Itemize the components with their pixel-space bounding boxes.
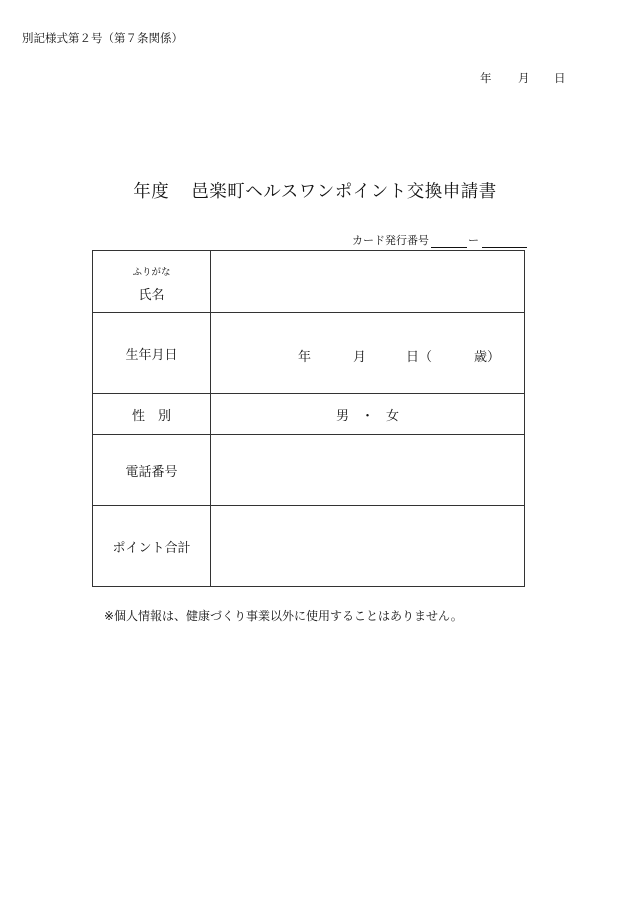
submission-date <box>480 70 566 86</box>
phone-label: 電話番号 <box>93 435 211 506</box>
gender-select-cell[interactable] <box>211 394 525 435</box>
form-reference: 別記様式第２号（第７条関係） <box>22 31 183 45</box>
gender-female-option[interactable]: 女 <box>386 408 400 424</box>
phone-row <box>93 435 525 506</box>
page-title <box>0 178 630 203</box>
date-month-label: 月 <box>518 71 530 85</box>
birth-month-label: 月 <box>353 350 367 365</box>
points-input-cell[interactable] <box>211 506 525 587</box>
title-main: 邑楽町ヘルスワンポイント交換申請書 <box>191 182 497 202</box>
age-label: 歳） <box>474 350 501 365</box>
gender-separator: ・ <box>360 408 374 424</box>
title-fiscal-year: 年度 <box>133 182 170 202</box>
gender-row <box>93 394 525 435</box>
privacy-note: ※個人情報は、健康づくり事業以外に使用することはありません。 <box>104 609 463 623</box>
points-label: ポイント合計 <box>93 506 211 587</box>
application-form-table <box>92 250 525 587</box>
name-input-cell[interactable] <box>211 251 525 313</box>
birthdate-input-cell[interactable] <box>211 313 525 394</box>
furigana-label: ふりがな <box>132 267 171 278</box>
birthdate-label: 生年月日 <box>93 313 211 394</box>
name-label: 氏名 <box>138 288 165 303</box>
birth-day-label: 日（ <box>406 350 433 365</box>
date-year-label: 年 <box>480 71 492 85</box>
name-row <box>93 251 525 313</box>
date-day-label: 日 <box>554 71 566 85</box>
phone-input-cell[interactable] <box>211 435 525 506</box>
card-number-blank-2[interactable] <box>482 235 527 248</box>
card-number-separator: ー <box>468 234 479 247</box>
card-number-blank-1[interactable] <box>431 235 467 248</box>
gender-male-option[interactable]: 男 <box>335 408 349 424</box>
card-number-label: カード発行番号 <box>352 234 429 247</box>
birthdate-row <box>93 313 525 394</box>
birth-year-label: 年 <box>298 350 312 365</box>
gender-label: 性 別 <box>93 394 211 435</box>
card-number-field <box>352 232 527 248</box>
name-label-cell <box>93 251 211 313</box>
points-row <box>93 506 525 587</box>
